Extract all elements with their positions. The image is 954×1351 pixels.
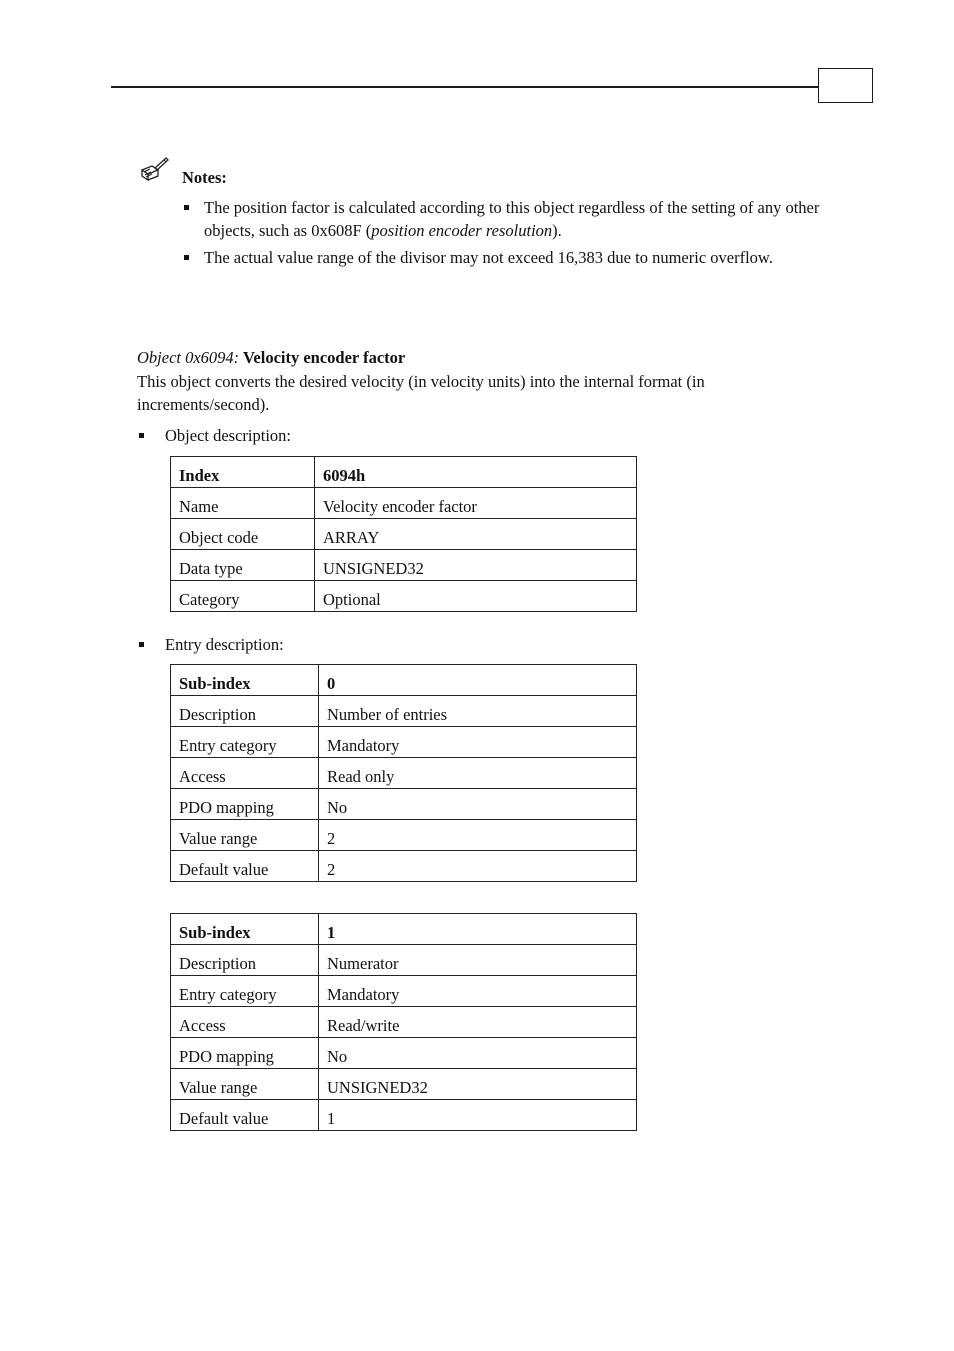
entry-table-subindex-1 [170, 913, 637, 1131]
page-number-box [818, 68, 873, 103]
object-heading: Object 0x6094: Velocity encoder factor [137, 348, 406, 367]
bullet-square-icon [139, 642, 144, 647]
table-row: Description Number of entries [171, 696, 637, 727]
table-row: Index 6094h [171, 457, 637, 488]
bullet-square-icon [184, 205, 189, 210]
note-item: The position factor is calculated according to this object regardless of the setting of any other objects, such as 0x608F (position encoder resolution). [182, 196, 822, 242]
object-description-table [170, 456, 637, 612]
object-description-label: Object description: [137, 424, 291, 447]
note-item: The actual value range of the divisor may not exceed 16,383 due to numeric overflow. [182, 246, 822, 269]
table-row: Access Read only [171, 758, 637, 789]
notes-title: Notes: [182, 168, 227, 187]
table-row: Object code ARRAY [171, 519, 637, 550]
table-row: Value range 2 [171, 820, 637, 851]
table-row: Default value 2 [171, 851, 637, 882]
table-row: Value range UNSIGNED32 [171, 1069, 637, 1100]
table-row: Entry category Mandatory [171, 727, 637, 758]
bullet-square-icon [139, 433, 144, 438]
table-row: Data type UNSIGNED32 [171, 550, 637, 581]
entry-table-subindex-0 [170, 664, 637, 882]
table-row: Sub-index 1 [171, 914, 637, 945]
header-rule [111, 86, 819, 88]
table-row: Name Velocity encoder factor [171, 488, 637, 519]
notes-list [182, 196, 822, 273]
table-row: Default value 1 [171, 1100, 637, 1131]
table-row: PDO mapping No [171, 789, 637, 820]
table-row: Access Read/write [171, 1007, 637, 1038]
table-row: Entry category Mandatory [171, 976, 637, 1007]
bullet-square-icon [184, 255, 189, 260]
table-row: PDO mapping No [171, 1038, 637, 1069]
table-row: Description Numerator [171, 945, 637, 976]
table-row: Sub-index 0 [171, 665, 637, 696]
entry-description-label: Entry description: [137, 633, 284, 656]
table-row: Category Optional [171, 581, 637, 612]
object-description-text: This object converts the desired velocity (in velocity units) into the internal format (in increments/second). [137, 372, 705, 414]
note-pen-icon [138, 156, 170, 188]
